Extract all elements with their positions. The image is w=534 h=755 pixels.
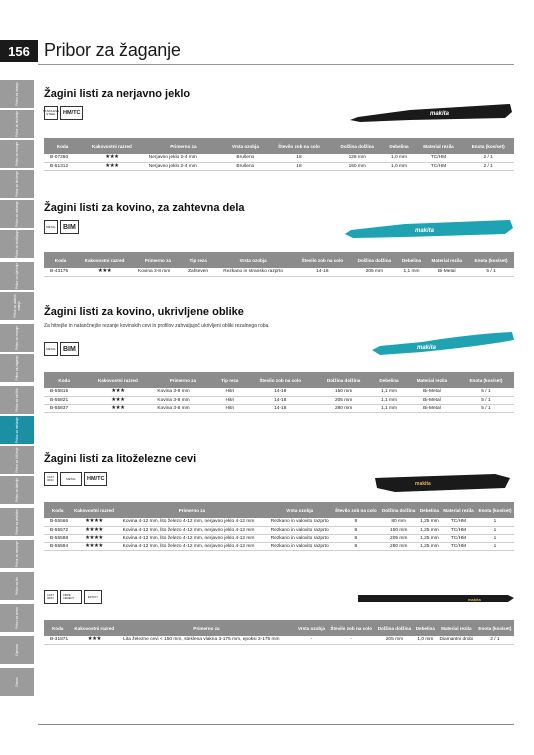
- table-cell: Kovina 3-8 mm: [151, 404, 214, 412]
- column-header: Primerno za: [117, 502, 268, 518]
- page-title-area: [44, 40, 514, 61]
- product-code: B-51312: [44, 162, 81, 170]
- table-cell: 8: [332, 526, 379, 534]
- sidebar-tab[interactable]: [0, 140, 34, 168]
- sidebar-tab[interactable]: [0, 476, 34, 504]
- table-row: [44, 162, 514, 170]
- table-cell: 18: [267, 154, 331, 162]
- table-row: [44, 518, 514, 526]
- bim-icon: BIM: [60, 220, 79, 234]
- section-icons-cast-iron: [44, 472, 107, 486]
- sidebar-tab[interactable]: [0, 572, 34, 600]
- sidebar-tab-label: Pribor za vrtanje: [15, 82, 19, 106]
- table-row: [44, 542, 514, 550]
- table-cell: Kovina 3-8 mm: [132, 268, 184, 276]
- sidebar-tab[interactable]: [0, 230, 34, 258]
- metal-icon: METAL: [44, 342, 58, 356]
- hm-tc-icon: HM/TC: [60, 106, 83, 120]
- table-special: [44, 620, 514, 645]
- table-cell: Kovina 4-12 mm, lito železo 4-12 mm, nerjavno jeklo 4-12 mm: [117, 534, 268, 542]
- table-cell: Nerjavno jeklo 2-4 mm: [143, 154, 224, 162]
- sidebar-tab-label: Pribor za udarno vrtanje: [13, 294, 21, 318]
- table-cell: 5 / 1: [458, 388, 514, 396]
- table-cell: 1,1 mm: [372, 404, 406, 412]
- section-title-cast-iron: Žagini listi za litoželezne cevi: [44, 453, 197, 465]
- column-header: Kakovostni razred: [71, 502, 116, 518]
- section-title-stainless: Žagini listi za nerjavno jeklo: [44, 88, 191, 100]
- sidebar-tab-label: Pribor za vijačenje: [15, 262, 19, 290]
- table-cell: Bi-Metal: [406, 388, 458, 396]
- sidebar-tab[interactable]: [0, 604, 34, 632]
- table-cell: 280 mm: [379, 542, 417, 550]
- table-cell: 1,25 mm: [418, 526, 441, 534]
- table-cell: 2 / 1: [462, 162, 514, 170]
- sidebar-tab-label: Pribor za brušenje: [15, 111, 19, 137]
- table-cell: Rezkano in valovito razprto: [267, 534, 332, 542]
- hm-tc-icon: HM/TC: [84, 472, 107, 486]
- table-cell: 205 mm: [375, 636, 414, 644]
- column-header: Koda: [44, 138, 81, 154]
- table-cell: Bi-Metal: [406, 404, 458, 412]
- table-row: [44, 154, 514, 162]
- column-header: Primerno za: [117, 620, 296, 636]
- sidebar-tab[interactable]: [0, 636, 34, 664]
- table-cell: Kovina 4-12 mm, lito železo 4-12 mm, nerjavno jeklo 4-12 mm: [117, 518, 268, 526]
- column-header: Število zob na colo: [294, 252, 351, 268]
- table-cell: Kovina 3-8 mm: [151, 396, 214, 404]
- bim-icon: BIM: [60, 342, 79, 356]
- column-header: Primerno za: [132, 252, 184, 268]
- sidebar-tab-label: Pribor za mešanje: [15, 417, 19, 443]
- column-header: Material rezila: [415, 138, 463, 154]
- sidebar-tab-label: Pribor za brušenje: [15, 171, 19, 197]
- table-cell: Zahteven: [184, 268, 213, 276]
- table-cell: 150 mm: [379, 526, 417, 534]
- table-cell: TC/HM: [441, 542, 476, 550]
- table-cell: 280 mm: [315, 404, 372, 412]
- blade-image-stainless: [350, 104, 515, 126]
- table-cell: 2 / 1: [462, 154, 514, 162]
- sidebar-tab[interactable]: [0, 540, 34, 568]
- column-header: Debelina: [398, 252, 426, 268]
- table-row: [44, 534, 514, 542]
- sidebar-tab[interactable]: [0, 80, 34, 108]
- table-cell: Kovina 4-12 mm, lito železo 4-12 mm, nerjavno jeklo 4-12 mm: [117, 526, 268, 534]
- table-cell: 14-18: [245, 396, 315, 404]
- table-cell: 1,0 mm: [414, 636, 437, 644]
- table-header-row: [44, 620, 514, 636]
- blade-brand-label: makita: [417, 345, 437, 351]
- column-header: Material rezila: [437, 620, 476, 636]
- table-metal-curved: [44, 372, 514, 413]
- quality-rating: ★★★: [77, 268, 132, 276]
- table-cell: 5 / 1: [458, 404, 514, 412]
- column-header: Material rezila: [425, 252, 468, 268]
- table-cell: 1,0 mm: [383, 154, 414, 162]
- sidebar-tab-label: Pribor za les: [15, 577, 19, 595]
- column-header: Dolžina dolžina: [375, 620, 414, 636]
- table-metal-demanding: [44, 252, 514, 277]
- stainless-steel-icon: STAINLESS STEEL: [44, 106, 58, 120]
- table-row: [44, 526, 514, 534]
- sidebar-tab-label: Pribor za čiščenje: [15, 447, 19, 473]
- cast-iron-icon: CAST IRON: [44, 472, 58, 486]
- column-header: Dolžina dolžina: [351, 252, 398, 268]
- table-cell: Diamantni drobi: [437, 636, 476, 644]
- column-header: Vrsta ozobja: [224, 138, 267, 154]
- page-number: 156: [0, 40, 38, 62]
- table-cell: 1,25 mm: [418, 534, 441, 542]
- column-header: Debelina: [414, 620, 437, 636]
- table-header-row: [44, 372, 514, 388]
- sidebar-tab-label: Pribor za merjenje: [15, 541, 19, 567]
- blade-image-cast-iron: [375, 470, 515, 496]
- sidebar-tab[interactable]: [0, 386, 34, 414]
- product-code: B-55815: [44, 388, 84, 396]
- table-header-row: [44, 502, 514, 518]
- column-header: Material rezila: [441, 502, 476, 518]
- sidebar-tab[interactable]: [0, 324, 34, 352]
- table-cell: TC/HM: [441, 534, 476, 542]
- column-header: Kakovostni razred: [77, 252, 132, 268]
- table-cell: -: [296, 636, 328, 644]
- column-header: Dolžina dolžina: [315, 372, 372, 388]
- sidebar-tab-label: Pribor za rezanje: [15, 325, 19, 351]
- column-header: Kakovostni razred: [84, 372, 151, 388]
- title-divider: [38, 64, 514, 65]
- table-cell: 14-18: [245, 404, 315, 412]
- table-row: [44, 388, 514, 396]
- table-cell: Hitri: [214, 396, 245, 404]
- sidebar-tab[interactable]: [0, 292, 34, 320]
- sidebar-tab[interactable]: [0, 110, 34, 138]
- quality-rating: ★★★: [71, 636, 117, 644]
- blade-image-metal-curved: [372, 330, 517, 358]
- column-header: Koda: [44, 620, 71, 636]
- sidebar-tab-label: Pribor za baterije: [15, 477, 19, 503]
- table-cell: Lita železne cevi < 150 mm, steklena vlakna 3-175 mm, epoksi 3-175 mm: [117, 636, 296, 644]
- column-header: Število zob na colo: [332, 502, 379, 518]
- section-title-metal-curved: Žagini listi za kovino, ukrivljene oblike: [44, 306, 244, 318]
- column-header: Enota (kos/set): [468, 252, 514, 268]
- table-cell: 1,25 mm: [418, 542, 441, 550]
- table-cell: Brušeno: [224, 154, 267, 162]
- sidebar-tab-label: Pribor za žaganje: [15, 355, 19, 381]
- column-header: Tip reza: [214, 372, 245, 388]
- quality-rating: ★★★★: [71, 526, 116, 534]
- column-header: Enota (kos/set): [476, 620, 514, 636]
- table-cell: 5 / 1: [458, 396, 514, 404]
- table-cell: 150 mm: [331, 162, 383, 170]
- table-cast-iron: [44, 502, 514, 551]
- table-cell: 205 mm: [315, 396, 372, 404]
- quality-rating: ★★★: [84, 404, 151, 412]
- metal-icon: METAL: [44, 220, 58, 234]
- cast-iron-icon: CAST IRON: [44, 590, 58, 604]
- sidebar-tab-label: Oprema: [15, 644, 19, 656]
- table-cell: Hitri: [214, 388, 245, 396]
- quality-rating: ★★★★: [71, 542, 116, 550]
- quality-rating: ★★★: [84, 396, 151, 404]
- sidebar: [0, 0, 34, 755]
- table-cell: 205 mm: [351, 268, 398, 276]
- table-cell: 1: [476, 526, 514, 534]
- table-row: [44, 636, 514, 644]
- column-header: Enota (kos/set): [458, 372, 514, 388]
- table-stainless: [44, 138, 514, 171]
- table-cell: TC/HM: [415, 162, 463, 170]
- table-header-row: [44, 138, 514, 154]
- table-cell: 5 / 1: [468, 268, 514, 276]
- column-header: Material rezila: [406, 372, 458, 388]
- blade-image-metal-demanding: [345, 218, 515, 242]
- table-cell: Hitri: [214, 404, 245, 412]
- sidebar-tab-label: Razno: [15, 677, 19, 687]
- column-header: Kakovostni razred: [81, 138, 143, 154]
- column-header: Dolžina dolžina: [331, 138, 383, 154]
- footer-divider: [38, 724, 514, 725]
- sidebar-tab[interactable]: [0, 262, 34, 290]
- product-code: B-55837: [44, 404, 84, 412]
- column-header: Koda: [44, 372, 84, 388]
- section-icons-special: [44, 590, 102, 604]
- blade-image-special: [358, 592, 515, 606]
- table-cell: TC/HM: [415, 154, 463, 162]
- column-header: Primerno za: [151, 372, 214, 388]
- page-title: Pribor za žaganje: [44, 40, 181, 60]
- sidebar-tab[interactable]: [0, 508, 34, 536]
- table-cell: Bi-Metal: [406, 396, 458, 404]
- column-header: Debelina: [383, 138, 414, 154]
- section-icons-metal-demanding: [44, 220, 79, 234]
- section-icons-stainless: [44, 106, 83, 120]
- table-cell: Bi-Metal: [425, 268, 468, 276]
- column-header: Primerno za: [143, 138, 224, 154]
- table-cell: Kovina 3-8 mm: [151, 388, 214, 396]
- sidebar-tab[interactable]: [0, 668, 34, 696]
- table-cell: 1: [476, 518, 514, 526]
- blade-brand-label: makita: [468, 597, 481, 602]
- table-cell: Brušeno: [224, 162, 267, 170]
- column-header: Enota (kos/set): [462, 138, 514, 154]
- sidebar-tab[interactable]: [0, 200, 34, 228]
- product-code: B-55572: [44, 526, 71, 534]
- sidebar-tab[interactable]: [0, 416, 34, 444]
- blade-brand-label: makita: [415, 228, 435, 234]
- table-cell: 1,1 mm: [398, 268, 426, 276]
- quality-rating: ★★★★: [71, 518, 116, 526]
- table-header-row: [44, 252, 514, 268]
- sidebar-tab-label: Pribor za vrtalnike: [15, 509, 19, 535]
- column-header: Kakovostni razred: [71, 620, 117, 636]
- table-row: [44, 404, 514, 412]
- table-cell: Rezkano in valovito razprto: [267, 518, 332, 526]
- sidebar-tab[interactable]: [0, 354, 34, 382]
- quality-rating: ★★★★: [71, 534, 116, 542]
- table-cell: -: [327, 636, 375, 644]
- fibre-cement-icon: FIBRE CEMENT: [60, 590, 82, 604]
- table-cell: Rezkano in valovito razprto: [267, 542, 332, 550]
- column-header: Število zob na colo: [245, 372, 315, 388]
- table-cell: 1,25 mm: [418, 518, 441, 526]
- column-header: Enota (kos/set): [476, 502, 514, 518]
- product-code: B-43175: [44, 268, 77, 276]
- table-cell: Kovina 4-12 mm, lito železo 4-12 mm, nerjavno jeklo 4-12 mm: [117, 542, 268, 550]
- table-cell: 8: [332, 534, 379, 542]
- table-cell: 1: [476, 534, 514, 542]
- table-cell: 1,1 mm: [372, 388, 406, 396]
- section-description-metal-curved: Za hitrejše in natančnejše rezanje kovinskih cevi in profilov zahvaljujoč ukrivljeni obliki rezalnega roba.: [44, 323, 270, 329]
- table-cell: 1,1 mm: [372, 396, 406, 404]
- table-cell: 80 mm: [379, 518, 417, 526]
- column-header: Vrsta ozobja: [213, 252, 294, 268]
- sidebar-tab-label: Pribor za zaščito: [15, 388, 19, 412]
- table-cell: TC/HM: [441, 526, 476, 534]
- sidebar-tab-label: Pribor za steno: [15, 607, 19, 629]
- product-code: B-07260: [44, 154, 81, 162]
- blade-brand-label: makita: [415, 481, 431, 487]
- product-code: B-31871: [44, 636, 71, 644]
- sidebar-tab[interactable]: [0, 446, 34, 474]
- table-cell: 2 / 1: [476, 636, 514, 644]
- epoxy-icon: EPOXY: [84, 590, 102, 604]
- product-code: B-55588: [44, 534, 71, 542]
- table-cell: TC/HM: [441, 518, 476, 526]
- table-cell: 8: [332, 542, 379, 550]
- column-header: Vrsta ozobja: [296, 620, 328, 636]
- quality-rating: ★★★: [81, 154, 143, 162]
- table-cell: Rezkano in stransko razprto: [213, 268, 294, 276]
- section-icons-metal-curved: [44, 342, 79, 356]
- product-code: B-55821: [44, 396, 84, 404]
- column-header: Tip reza: [184, 252, 213, 268]
- column-header: Dolžina dolžina: [379, 502, 417, 518]
- blade-brand-label: makita: [430, 111, 450, 117]
- table-cell: 150 mm: [315, 388, 372, 396]
- table-cell: Nerjavno jeklo 2-4 mm: [143, 162, 224, 170]
- column-header: Debelina: [418, 502, 441, 518]
- column-header: Koda: [44, 502, 71, 518]
- table-cell: Rezkano in valovito razprto: [267, 526, 332, 534]
- table-cell: 8: [332, 518, 379, 526]
- table-cell: 128 mm: [331, 154, 383, 162]
- sidebar-tab-label: Pribor za skobljanje: [15, 230, 19, 258]
- column-header: Vrsta ozobja: [267, 502, 332, 518]
- sidebar-tab[interactable]: [0, 170, 34, 198]
- column-header: Število zob na colo: [327, 620, 375, 636]
- table-cell: 1,0 mm: [383, 162, 414, 170]
- product-code: B-55594: [44, 542, 71, 550]
- table-cell: 1: [476, 542, 514, 550]
- quality-rating: ★★★: [81, 162, 143, 170]
- table-cell: 18: [267, 162, 331, 170]
- section-title-metal-demanding: Žagini listi za kovino, za zahtevna dela: [44, 202, 245, 214]
- table-cell: 14-18: [245, 388, 315, 396]
- sidebar-tab-label: Pribor za rezkanje: [15, 201, 19, 227]
- quality-rating: ★★★: [84, 388, 151, 396]
- column-header: Debelina: [372, 372, 406, 388]
- metal-icon: METAL: [60, 472, 82, 486]
- table-row: [44, 268, 514, 276]
- product-code: B-55566: [44, 518, 71, 526]
- sidebar-tab-label: Pribor za rezanje: [15, 141, 19, 167]
- table-cell: 205 mm: [379, 534, 417, 542]
- column-header: Število zob na colo: [267, 138, 331, 154]
- column-header: Koda: [44, 252, 77, 268]
- table-cell: 14-18: [294, 268, 351, 276]
- table-row: [44, 396, 514, 404]
